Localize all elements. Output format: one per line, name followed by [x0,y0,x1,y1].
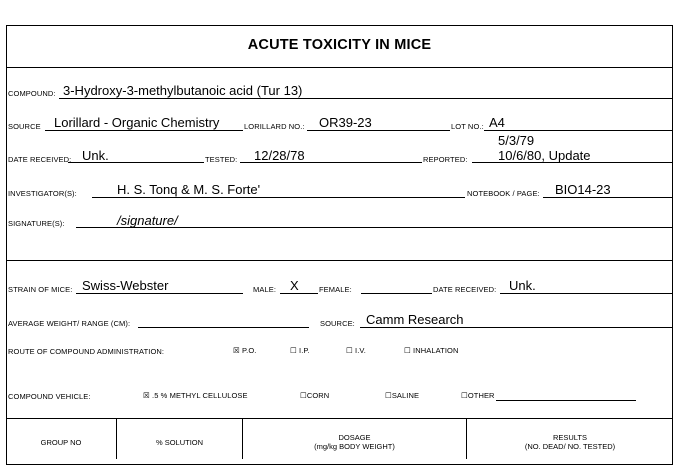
vehicle-option-corn[interactable] [300,391,329,400]
lorillard-no-field[interactable]: OR39-23 [319,115,372,130]
divider-investigator [6,260,673,261]
route-label: ROUTE OF COMPOUND ADMINISTRATION: [8,347,165,356]
compound-underline [59,98,672,99]
route-option-label: P.O. [242,346,257,355]
compound-field[interactable]: 3-Hydroxy-3-methylbutanoic acid (Tur 13) [63,83,303,98]
route-option-po[interactable] [233,346,256,355]
investigators-underline [92,197,465,198]
col-header-dosage-line2: (mg/kg BODY WEIGHT) [314,442,395,451]
route-option-label: I.P. [299,346,310,355]
checkbox-icon[interactable]: ☐ [346,346,353,355]
notebook-page-label: NOTEBOOK / PAGE: [467,189,540,198]
reported-date-2[interactable]: 10/6/80, Update [498,148,591,163]
female-label: FEMALE: [319,285,352,294]
date-received-underline [68,162,204,163]
female-underline [361,293,432,294]
vehicle-option-label: OTHER [467,391,495,400]
source-label: SOURCE [8,122,41,131]
vehicle-option-label: .5 % METHYL CELLULOSE [152,391,248,400]
col-header-results [467,433,673,451]
tested-field[interactable]: 12/28/78 [254,148,305,163]
male-field[interactable]: X [290,278,299,293]
col-header-results-line1: RESULTS [552,433,588,442]
reported-date-1[interactable]: 5/3/79 [498,133,535,148]
lorillard-no-underline [307,130,450,131]
route-option-inhalation[interactable] [404,346,458,355]
reported-underline [472,162,672,163]
strain-underline [76,293,243,294]
mice-date-received-field[interactable]: Unk. [509,278,536,293]
checkbox-icon[interactable]: ☐ [300,391,307,400]
avg-weight-underline [138,327,309,328]
mice-source-label: SOURCE: [320,319,355,328]
lot-no-field[interactable]: A4 [489,115,505,130]
mice-date-received-label: DATE RECEIVED: [433,285,497,294]
checkbox-checked-icon[interactable]: ☒ [143,391,150,400]
investigators-field[interactable]: H. S. Tonq & M. S. Forte' [117,182,261,197]
reported-label: REPORTED: [423,155,468,164]
date-received-field[interactable]: Unk. [82,148,109,163]
signatures-field[interactable]: /signature/ [117,213,178,228]
vehicle-option-label: CORN [306,391,330,400]
vehicle-other-underline [496,400,636,401]
route-option-label: I.V. [355,346,366,355]
avg-weight-label: AVERAGE WEIGHT/ RANGE (CM): [8,319,131,328]
col-header-solution: % SOLUTION [155,438,204,447]
signatures-underline [76,227,672,228]
lot-no-label: LOT NO.: [451,122,484,131]
notebook-page-field[interactable]: BIO14-23 [555,182,611,197]
checkbox-icon[interactable]: ☐ [461,391,468,400]
col-header-dosage [243,433,466,451]
tested-underline [240,162,422,163]
vehicle-label: COMPOUND VEHICLE: [8,392,91,401]
divider-table [6,418,673,419]
page-title: ACUTE TOXICITY IN MICE [247,37,432,53]
lorillard-no-label: LORILLARD NO.: [244,122,305,131]
checkbox-icon[interactable]: ☐ [290,346,297,355]
compound-label: COMPOUND: [8,89,56,98]
strain-field[interactable]: Swiss-Webster [82,278,169,293]
mice-source-field[interactable]: Camm Research [366,312,464,327]
male-label: MALE: [253,285,277,294]
checkbox-icon[interactable]: ☐ [404,346,411,355]
strain-label: STRAIN OF MICE: [8,285,73,294]
col-header-dosage-line1: DOSAGE [338,433,371,442]
col-header-results-line2: (NO. DEAD/ NO. TESTED) [524,442,616,451]
vehicle-option-methyl-cellulose[interactable] [143,391,248,400]
route-option-label: INHALATION [413,346,459,355]
lot-no-underline [484,130,672,131]
notebook-page-underline [543,197,672,198]
male-underline [280,293,318,294]
mice-source-underline [360,327,672,328]
vehicle-option-saline[interactable] [385,391,419,400]
signatures-label: SIGNATURE(S): [8,219,65,228]
checkbox-checked-icon[interactable]: ☒ [233,346,240,355]
col-header-group: GROUP NO [40,438,82,447]
mice-date-received-underline [500,293,672,294]
checkbox-icon[interactable]: ☐ [385,391,392,400]
source-field[interactable]: Lorillard - Organic Chemistry [54,115,220,130]
date-received-label: DATE RECEIVED: [8,155,72,164]
investigators-label: INVESTIGATOR(S): [8,189,77,198]
vehicle-option-label: SALINE [391,391,420,400]
tested-label: TESTED: [205,155,238,164]
divider-title [6,67,673,68]
route-option-iv[interactable] [346,346,366,355]
vehicle-option-other[interactable] [461,391,495,400]
route-option-ip[interactable] [290,346,310,355]
source-underline [45,130,243,131]
